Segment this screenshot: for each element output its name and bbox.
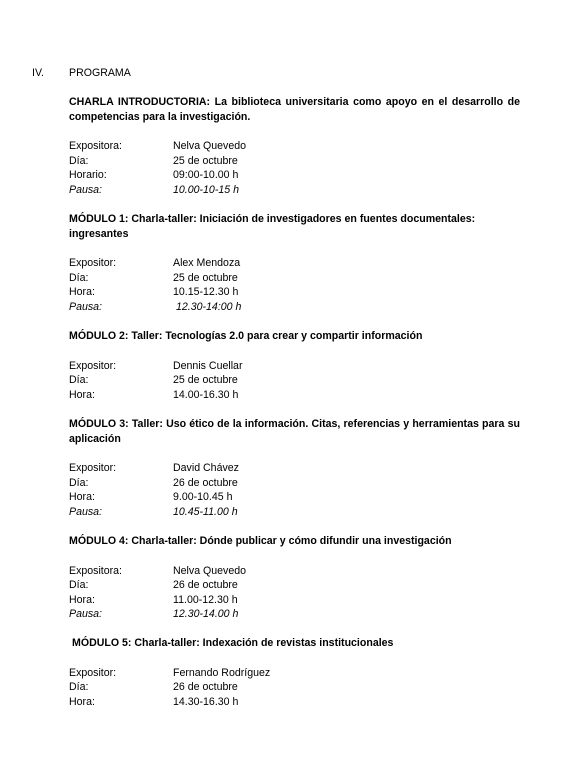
- detail-row-day: Día: 25 de octubre: [69, 271, 238, 284]
- program-item-prefix: MÓDULO 5:: [72, 637, 135, 649]
- detail-row-time: Hora: 11.00-12.30 h: [69, 593, 238, 606]
- detail-row-time: Hora: 14.30-16.30 h: [69, 695, 239, 708]
- detail-row-speaker: Expositor: Alex Mendoza: [69, 257, 241, 270]
- program-item-prefix: MÓDULO 2:: [69, 330, 132, 342]
- section-label: PROGRAMA: [69, 67, 131, 79]
- program-item-title-text: La biblioteca universitaria como apoyo en el desarrollo de competencias para la investigación.: [69, 96, 521, 123]
- program-item-prefix: MÓDULO 4: [69, 535, 125, 547]
- section-number: IV.: [32, 67, 44, 79]
- program-item-prefix: MÓDULO 1:: [69, 213, 132, 225]
- detail-row-day: Día: 26 de octubre: [69, 476, 238, 489]
- detail-row-break: Pausa: 12.30-14.00 h: [69, 608, 239, 621]
- program-item-title-text: Taller: Uso ético de la información. Citas, referencias y herramientas para su aplicación: [69, 418, 520, 445]
- program-item-title-text: : Charla-taller: Dónde publicar y cómo difundir una investigación: [124, 535, 452, 547]
- program-item-title: [69, 417, 520, 446]
- program-item-details: [69, 139, 520, 197]
- section-heading: [0, 67, 567, 81]
- program-item-title-text: Charla-taller: Indexación de revistas institucionales: [134, 637, 394, 649]
- program-item-title-text: Taller: Tecnologías 2.0 para crear y compartir información: [131, 330, 423, 342]
- detail-row-day: Día: 25 de octubre: [69, 154, 238, 167]
- detail-row-day: Día: 26 de octubre: [69, 681, 238, 694]
- program-item-title: [72, 636, 523, 651]
- program-item-title: [69, 329, 520, 344]
- program-item-module-5: [69, 636, 523, 709]
- detail-row-time: Horario: 09:00-10.00 h: [69, 169, 239, 182]
- detail-row-break: Pausa: 10.00-10-15 h: [69, 183, 239, 196]
- detail-row-day: Día: 25 de octubre: [69, 374, 238, 387]
- program-item-details: [69, 666, 523, 710]
- program-item-title-text: Charla-taller: Iniciación de investigadores en fuentes documentales: ingresantes: [69, 213, 476, 240]
- program-item-details: [69, 461, 520, 519]
- detail-row-time: Hora: 9.00-10.45 h: [69, 491, 233, 504]
- program-item-title: [69, 212, 520, 241]
- detail-row-break: Pausa: 12.30-14:00 h: [69, 300, 242, 313]
- detail-row-speaker: Expositora: Nelva Quevedo: [69, 140, 247, 153]
- detail-row-speaker: Expositor: Fernando Rodríguez: [69, 666, 271, 679]
- program-item-details: [69, 256, 520, 314]
- program-item-details: [69, 359, 520, 403]
- detail-row-speaker: Expositora: Nelva Quevedo: [69, 564, 247, 577]
- program-item-details: [69, 564, 520, 622]
- program-item-title: [69, 534, 520, 549]
- detail-row-time: Hora: 10.15-12.30 h: [69, 286, 239, 299]
- program-item-title: [69, 95, 520, 124]
- detail-row-time: Hora: 14.00-16.30 h: [69, 388, 239, 401]
- detail-row-day: Día: 26 de octubre: [69, 579, 238, 592]
- program-item-intro: [69, 95, 520, 198]
- program-item-module-3: [69, 417, 520, 520]
- program-item-prefix: CHARLA INTRODUCTORIA:: [69, 96, 215, 108]
- program-item-prefix: MÓDULO 3:: [69, 418, 132, 430]
- program-item-module-4: [69, 534, 520, 622]
- detail-row-break: Pausa: 10.45-11.00 h: [69, 505, 238, 518]
- program-item-module-2: [69, 329, 520, 402]
- detail-row-speaker: Expositor: David Chávez: [69, 462, 239, 475]
- program-item-module-1: [69, 212, 520, 315]
- detail-row-speaker: Expositor: Dennis Cuellar: [69, 359, 243, 372]
